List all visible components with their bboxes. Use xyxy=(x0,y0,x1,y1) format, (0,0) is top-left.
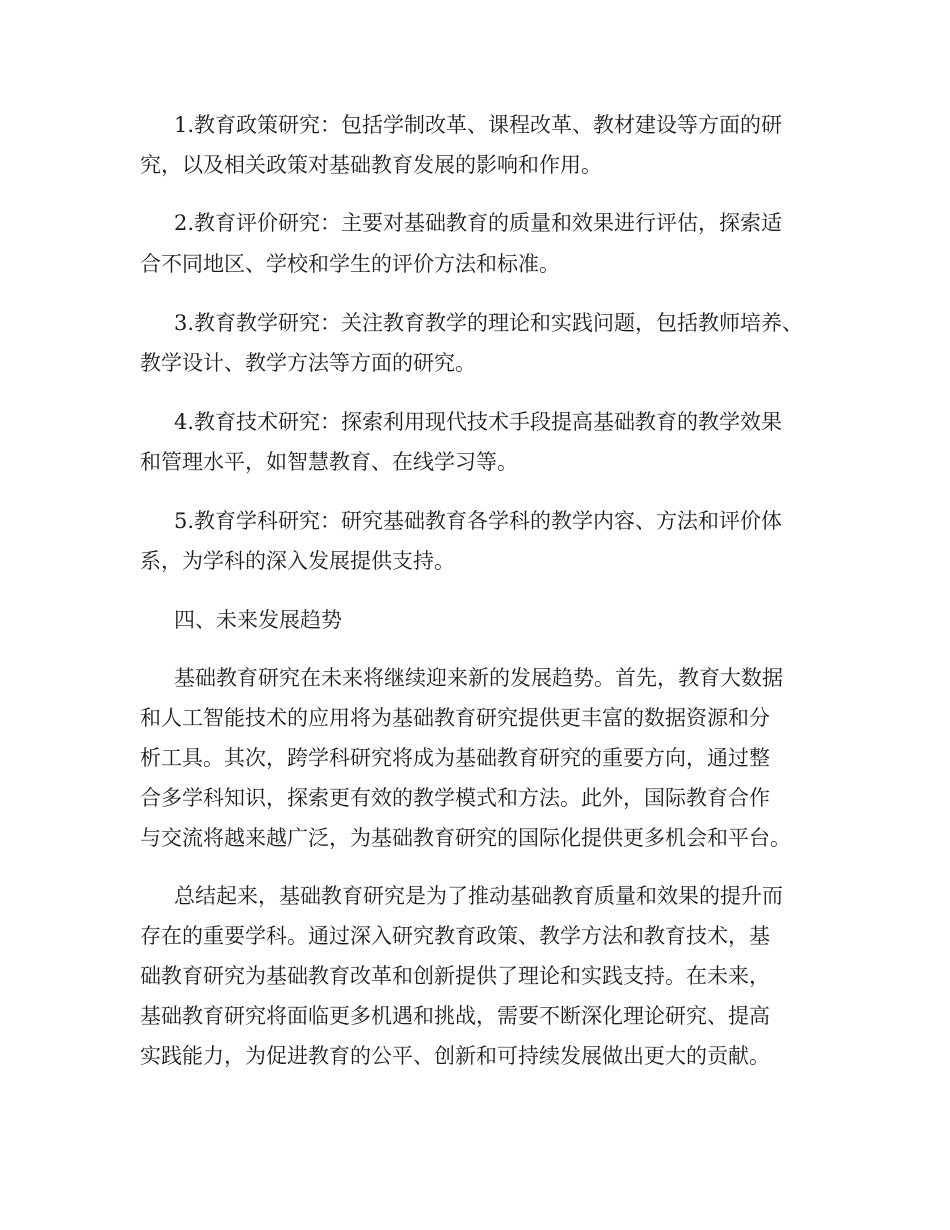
paragraph-trends-line-4: 合多学科知识，探索更有效的教学模式和方法。此外，国际教育合作 xyxy=(140,786,770,810)
paragraph-trends-line-2: 和人工智能技术的应用将为基础教育研究提供更丰富的数据资源和分 xyxy=(140,706,770,730)
paragraph-technology-line-1: 4.教育技术研究：探索利用现代技术手段提高基础教育的教学效果 xyxy=(174,410,783,434)
paragraph-policy-line-2: 究，以及相关政策对基础教育发展的影响和作用。 xyxy=(140,153,602,177)
paragraph-subject-line-2: 系，为学科的深入发展提供支持。 xyxy=(140,549,455,573)
paragraph-teaching-line-1: 3.教育教学研究：关注教育教学的理论和实践问题，包括教师培养、 xyxy=(174,311,804,335)
paragraph-trends-line-5: 与交流将越来越广泛，为基础教育研究的国际化提供更多机会和平台。 xyxy=(140,826,791,850)
paragraph-summary-line-4: 基础教育研究将面临更多机遇和挑战，需要不断深化理论研究、提高 xyxy=(140,1004,770,1028)
paragraph-teaching-line-2: 教学设计、教学方法等方面的研究。 xyxy=(140,351,476,375)
section-heading: 四、未来发展趋势 xyxy=(174,608,342,632)
paragraph-summary-line-5: 实践能力，为促进教育的公平、创新和可持续发展做出更大的贡献。 xyxy=(140,1044,770,1068)
paragraph-summary-line-3: 础教育研究为基础教育改革和创新提供了理论和实践支持。在未来， xyxy=(140,964,770,988)
paragraph-trends-line-1: 基础教育研究在未来将继续迎来新的发展趋势。首先，教育大数据 xyxy=(174,666,783,690)
paragraph-summary-line-1: 总结起来，基础教育研究是为了推动基础教育质量和效果的提升而 xyxy=(174,884,783,908)
paragraph-subject-line-1: 5.教育学科研究：研究基础教育各学科的教学内容、方法和评价体 xyxy=(174,509,783,533)
paragraph-trends-line-3: 析工具。其次，跨学科研究将成为基础教育研究的重要方向，通过整 xyxy=(140,746,770,770)
paragraph-technology-line-2: 和管理水平，如智慧教育、在线学习等。 xyxy=(140,450,518,474)
paragraph-policy-line-1: 1.教育政策研究：包括学制改革、课程改革、教材建设等方面的研 xyxy=(174,113,783,137)
paragraph-evaluation-line-1: 2.教育评价研究：主要对基础教育的质量和效果进行评估，探索适 xyxy=(174,211,783,235)
paragraph-evaluation-line-2: 合不同地区、学校和学生的评价方法和标准。 xyxy=(140,252,560,276)
paragraph-summary-line-2: 存在的重要学科。通过深入研究教育政策、教学方法和教育技术，基 xyxy=(140,924,770,948)
